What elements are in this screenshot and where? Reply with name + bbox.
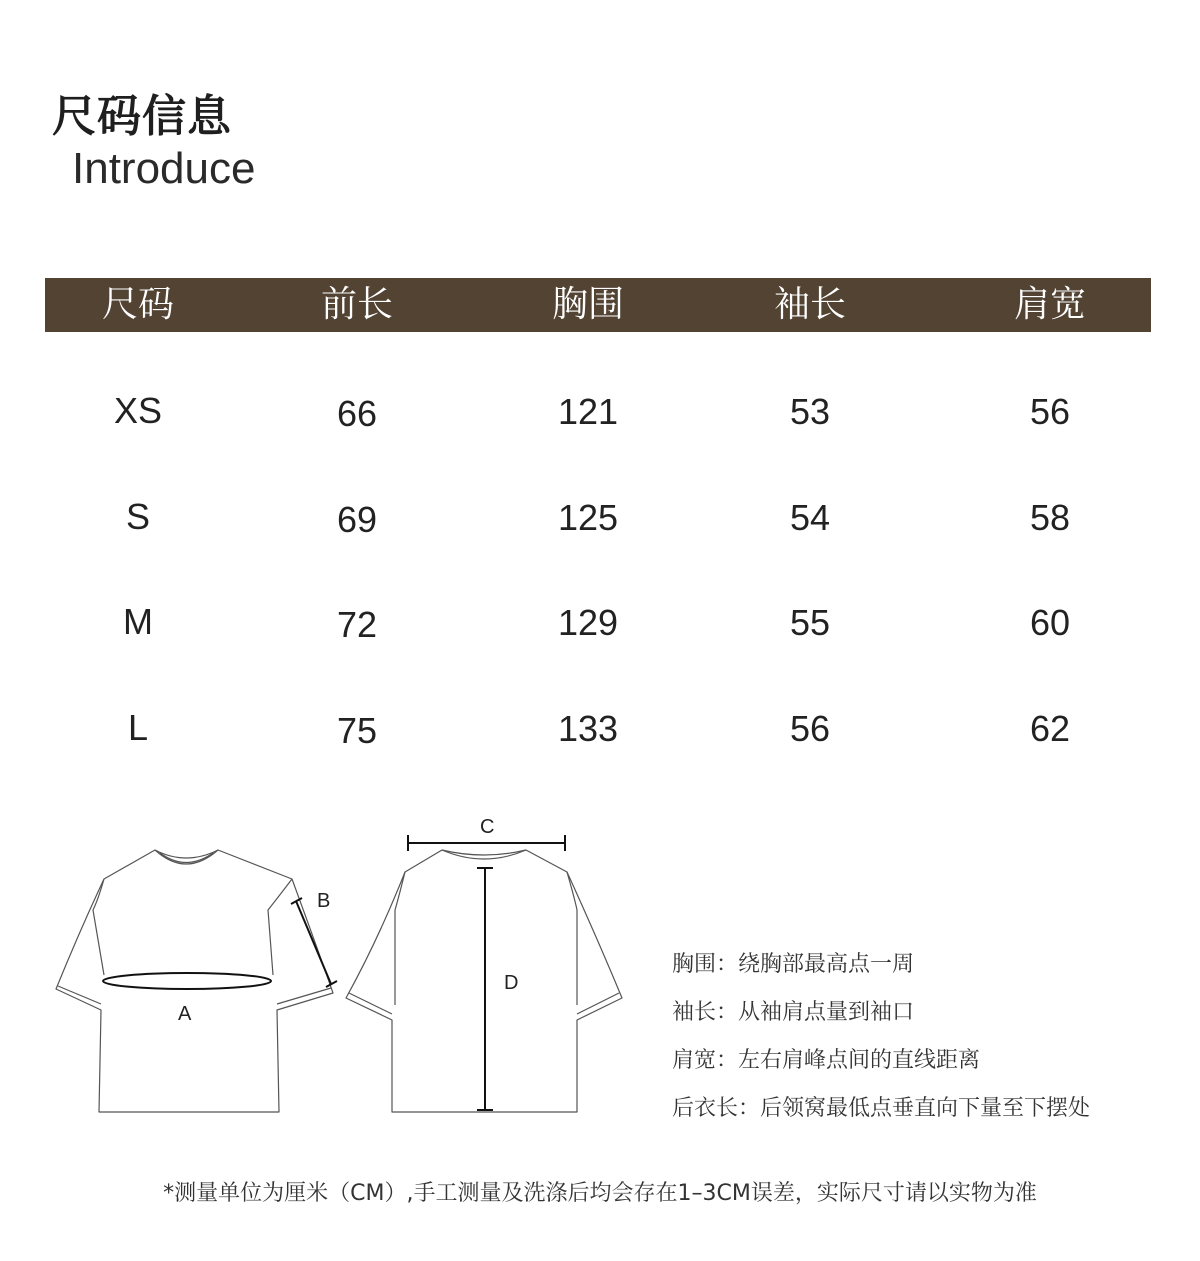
note-sleeve: 袖长：从袖肩点量到袖口 — [672, 1000, 915, 1025]
header-size: 尺码 — [101, 284, 174, 325]
table-cell: 129 — [557, 602, 619, 643]
table-cell: 125 — [557, 497, 619, 538]
header-shoulder-width: 肩宽 — [1013, 284, 1086, 325]
table-cell: 62 — [1029, 708, 1071, 749]
label-c: C — [480, 816, 495, 838]
tshirt-diagram-svg — [0, 800, 660, 1130]
page-title-cn: 尺码信息 — [52, 91, 232, 142]
table-cell: L — [127, 707, 149, 748]
measurement-disclaimer: *测量单位为厘米（CM）,手工测量及洗涤后均会存在1–3CM误差，实际尺寸请以实物为准 — [163, 1181, 1037, 1206]
table-cell: XS — [113, 390, 163, 431]
tshirt-measurement-diagram — [0, 800, 660, 1130]
table-cell: 58 — [1029, 497, 1071, 538]
table-cell: 121 — [557, 391, 619, 432]
label-a: A — [178, 1003, 192, 1025]
table-cell: M — [123, 601, 153, 642]
table-cell: 69 — [336, 499, 378, 540]
front-tshirt-outline — [56, 850, 333, 1112]
table-cell: S — [125, 496, 150, 537]
header-sleeve-length: 袖长 — [773, 284, 846, 325]
header-front-length: 前长 — [320, 284, 393, 325]
label-b: B — [317, 890, 331, 912]
table-cell: 55 — [789, 602, 831, 643]
page-title-en: Introduce — [72, 144, 256, 193]
table-cell: 56 — [1029, 391, 1071, 432]
note-chest: 胸围：绕胸部最高点一周 — [672, 952, 915, 977]
table-cell: 75 — [336, 710, 378, 751]
note-shoulder: 肩宽：左右肩峰点间的直线距离 — [672, 1048, 981, 1073]
table-cell: 66 — [336, 393, 378, 434]
table-cell: 56 — [789, 708, 831, 749]
note-back-length: 后衣长：后领窝最低点垂直向下量至下摆处 — [672, 1096, 1091, 1121]
header-chest: 胸围 — [551, 284, 624, 325]
table-cell: 54 — [789, 497, 831, 538]
table-cell: 60 — [1029, 602, 1071, 643]
chest-measure-ellipse — [103, 973, 271, 989]
table-cell: 53 — [789, 391, 831, 432]
table-cell: 72 — [336, 604, 378, 645]
sleeve-measure-line — [296, 901, 331, 984]
label-d: D — [504, 972, 519, 994]
table-cell: 133 — [557, 708, 619, 749]
measurement-notes — [672, 948, 1090, 1140]
